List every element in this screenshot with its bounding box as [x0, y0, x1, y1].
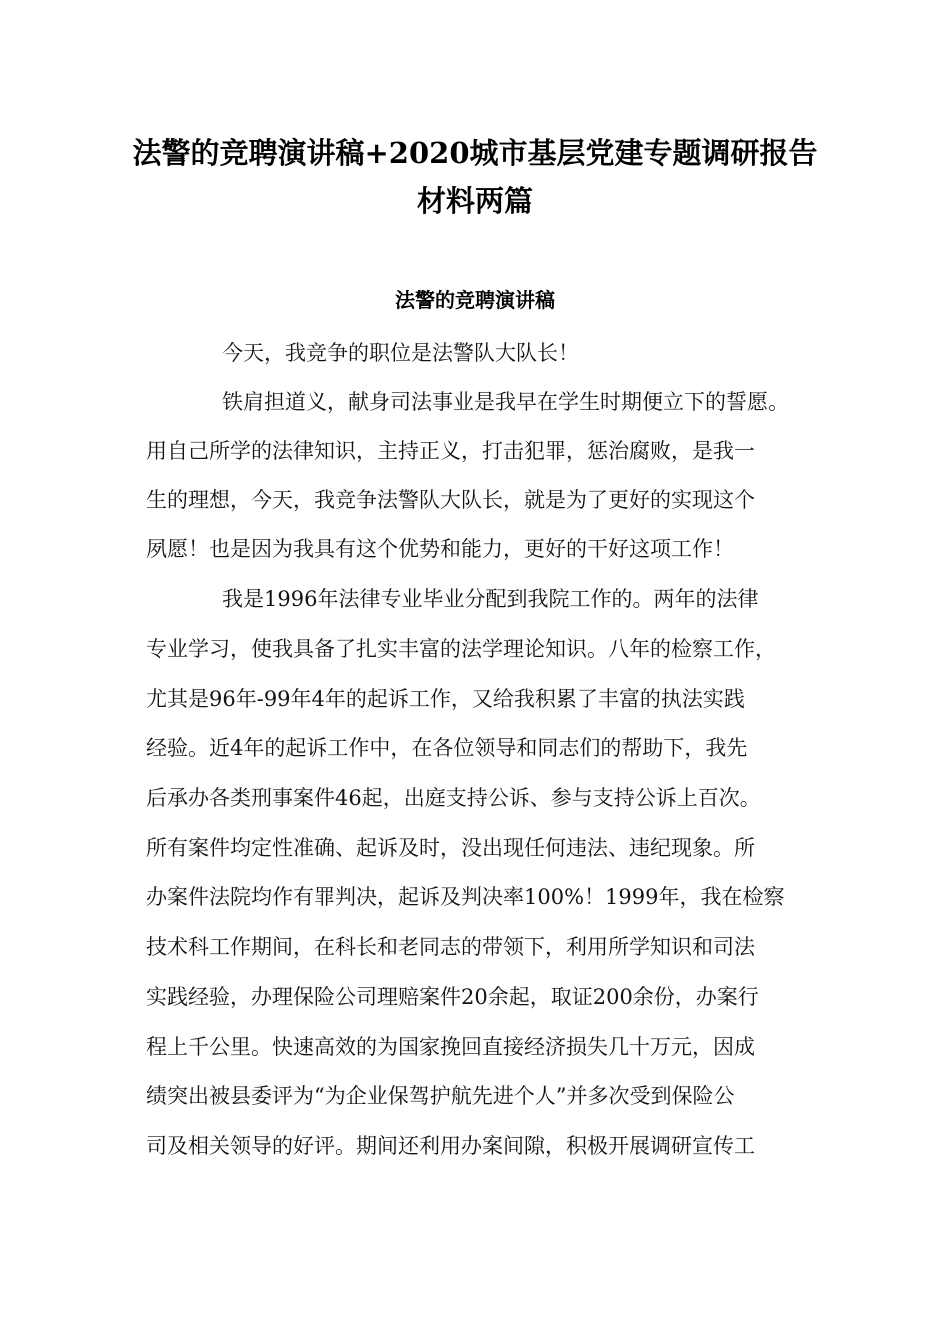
paragraph-line: 今天，我竞争的职位是法警队大队长！ [222, 341, 579, 365]
paragraph-line: 技术科工作期间，在科长和老同志的带领下，利用所学知识和司法 [146, 935, 755, 959]
paragraph-line: 夙愿！也是因为我具有这个优势和能力，更好的干好这项工作！ [146, 537, 734, 561]
paragraph-line: 经验。近4年的起诉工作中，在各位领导和同志们的帮助下，我先 [146, 736, 748, 760]
paragraph-line: 生的理想，今天，我竞争法警队大队长，就是为了更好的实现这个 [146, 488, 755, 512]
paragraph-line: 所有案件均定性准确、起诉及时，没出现任何违法、违纪现象。所 [146, 836, 755, 860]
paragraph-line: 铁肩担道义，献身司法事业是我早在学生时期便立下的誓愿。 [222, 390, 789, 414]
paragraph-line: 专业学习，使我具备了扎实丰富的法学理论知识。八年的检察工作， [146, 637, 776, 661]
paragraph-line: 实践经验，办理保险公司理赔案件20余起，取证200余份，办案行 [146, 985, 759, 1009]
paragraph-line: 我是1996年法律专业毕业分配到我院工作的。两年的法律 [222, 587, 759, 611]
paragraph-line: 司及相关领导的好评。期间还利用办案间隙，积极开展调研宣传工 [146, 1134, 755, 1158]
document-title-line-2: 材料两篇 [416, 184, 533, 218]
section-heading: 法警的竞聘演讲稿 [395, 288, 555, 312]
paragraph-line: 后承办各类刑事案件46起，出庭支持公诉、参与支持公诉上百次。 [146, 786, 761, 810]
paragraph-line: 用自己所学的法律知识，主持正义，打击犯罪，惩治腐败，是我一 [146, 439, 755, 463]
paragraph-line: 办案件法院均作有罪判决，起诉及判决率100%！1999年，我在检察 [146, 885, 785, 909]
document-title-line-1: 法警的竞聘演讲稿+2020城市基层党建专题调研报告 [132, 136, 818, 170]
paragraph-line: 绩突出被县委评为“为企业保驾护航先进个人”并多次受到保险公 [146, 1084, 735, 1108]
paragraph-line: 程上千公里。快速高效的为国家挽回直接经济损失几十万元，因成 [146, 1035, 755, 1059]
paragraph-line: 尤其是96年-99年4年的起诉工作，又给我积累了丰富的执法实践 [146, 687, 745, 711]
